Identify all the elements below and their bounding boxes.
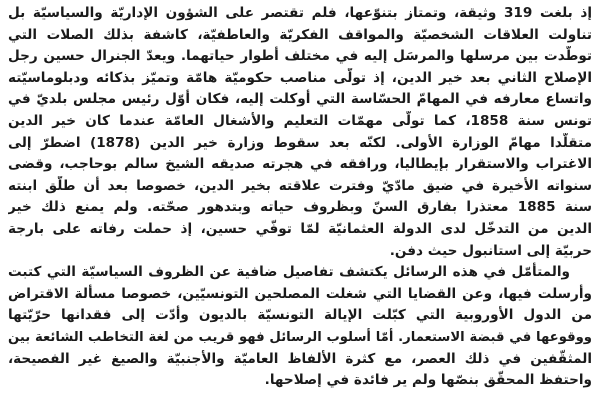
text-line: من الدول الأوروبية التي كبّلت الإيالة التونسيّة بالديون وأدّت إلى فقدانها حرّيّتها [8,307,592,324]
text-line: حربيّة إلى استانبول حيث دفن. [389,242,592,259]
text-line: سنة 1885 معتذرا بفارق السنّ وبظروف حياته وبتدهور صحّته. ولم يمنع ذلك خير [8,199,592,216]
text-line: وأرسلت فيها، وعن القضايا التي شغلت المصلحين التونسيّين، خصوصا مسألة الاقتراض [8,285,592,302]
text-line: المثقّفين في ذلك العصر، مع كثرة الألفاظ العاميّة والأجنبيّة والصيغ غير الفصيحة، [8,350,592,367]
text-line: سنواته الأخيرة في ضيق مادّيّ وفترت علاقته بخير الدين، خصوصا بعد أن طلّق ابنته [8,177,592,194]
text-line: الدين من التدخّل لدى الدولة العثمانيّة لمّا توفّي حسين، إذ حملت رفاته على بارجة [8,220,592,237]
text-line: توطّدت بين مرسلها والمرسَل إليه في مختلف أطوار حياتهما. ويعدّ الجنرال حسين رجل [8,48,592,65]
text-line: تناولت العلاقات الشخصيّة والمواقف الفكريّة والعاطفيّة، كاشفة بذلك الصلات التي [8,26,592,43]
text-line: واتساع معارفه في المهامّ الحسّاسة التي أوكلت إليه، فكان أوّل رئيس مجلس بلديّ في [8,91,592,108]
text-line: تونس سنة 1858، كما تولّى مهمّات التعليم والأشغال العامّة عندما كان خير الدين [8,112,592,129]
paragraph-letters-content [8,262,592,392]
text-line: الاغتراب والاستقرار بإيطاليا، ورافقه في هجرته صديقه الشيخ سالم بوحاجب، وقضى [8,156,592,173]
text-line: الإصلاح الثاني بعد خير الدين، إذ تولّى مناصب حكوميّة هامّة وتميّز بذكائه ودبلوماسيّته [8,69,592,86]
paragraph-general-hussein [8,3,592,262]
text-line: والمتأمّل في هذه الرسائل يكتشف تفاصيل ضافية عن الظروف السياسيّة التي كتبت [8,264,570,281]
text-line: واحتفظ المحقّق بنصّها ولم ير فائدة في إصلاحها. [264,372,592,389]
text-line: إذ بلغت 319 وثيقة، وتمتاز بتنوّعها، فلم تقتصر على الشؤون الإداريّة والسياسيّة بل [8,5,592,21]
text-line: ووقوعها في قبضة الاستعمار. أمّا أسلوب الرسائل فهو قريب من لغة التخاطب الشائعة بين [8,329,592,345]
text-line: متقلّدا مهامّ الوزارة الأولى. لكنّه بعد سقوط وزارة خير الدين (1878) اضطرّ إلى [8,134,592,151]
